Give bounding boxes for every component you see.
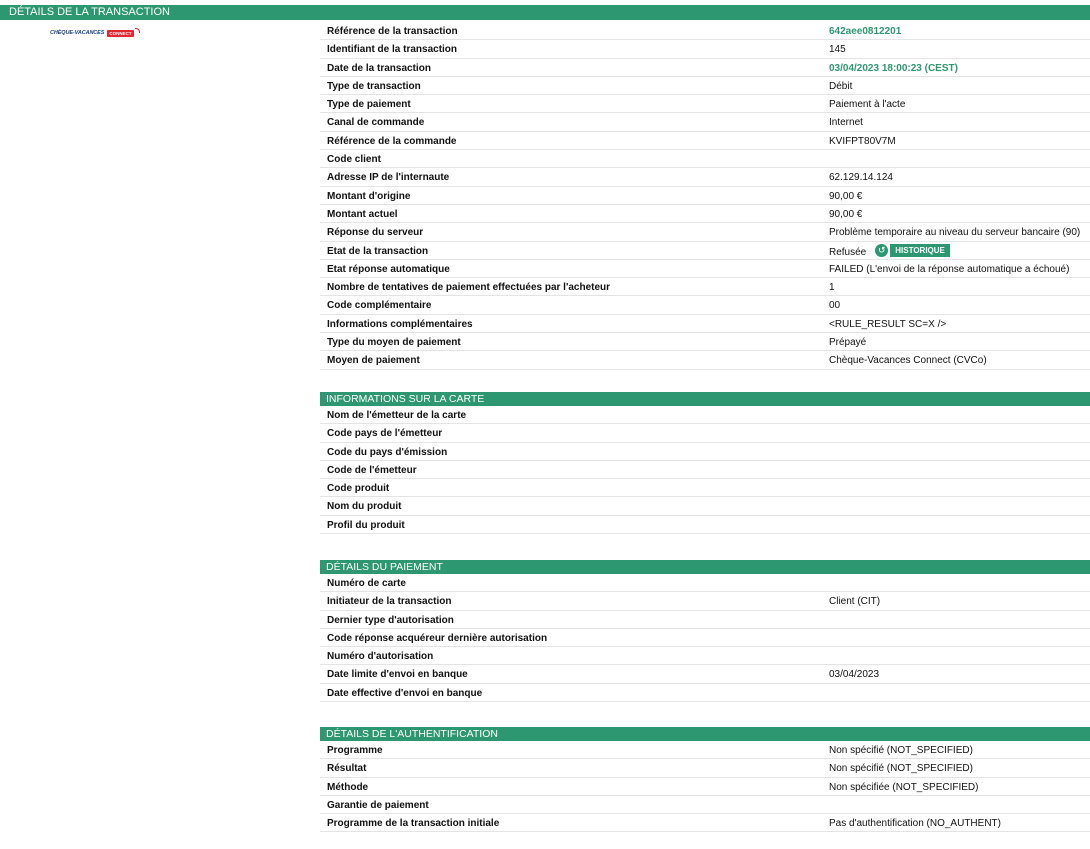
detail-row — [320, 516, 1090, 534]
detail-value: 90,00 € — [829, 208, 863, 220]
detail-label: Profil du produit — [327, 519, 405, 531]
detail-label: Type de transaction — [327, 80, 421, 92]
detail-label: Numéro de carte — [327, 578, 406, 589]
detail-row — [320, 479, 1090, 497]
page-title-bar — [0, 5, 1090, 20]
detail-row — [320, 278, 1090, 296]
detail-row — [320, 443, 1090, 461]
card-info-section — [320, 392, 1090, 534]
detail-value: 03/04/2023 18:00:23 (CEST) — [829, 62, 958, 74]
detail-label: Code réponse acquéreur dernière autorisation — [327, 632, 548, 644]
detail-label: Référence de la transaction — [327, 26, 458, 37]
history-clock-icon[interactable]: ↺ — [875, 244, 888, 257]
detail-row — [320, 796, 1090, 814]
detail-row — [320, 296, 1090, 314]
page-title: DÉTAILS DE LA TRANSACTION — [9, 6, 170, 18]
detail-row — [320, 260, 1090, 278]
detail-label: Date effective d'envoi en banque — [327, 687, 483, 699]
detail-row — [320, 814, 1090, 832]
detail-label: Moyen de paiement — [327, 355, 420, 367]
detail-label: Nom de l'émetteur de la carte — [327, 410, 467, 421]
detail-label: Code du pays d'émission — [327, 446, 448, 458]
detail-row — [320, 333, 1090, 351]
detail-label: Numéro d'autorisation — [327, 651, 434, 663]
logo-swoosh-icon — [135, 28, 140, 33]
detail-row — [320, 461, 1090, 479]
detail-row — [320, 223, 1090, 241]
detail-value: <RULE_RESULT SC=X /> — [829, 318, 947, 330]
detail-label: Type du moyen de paiement — [327, 337, 461, 349]
detail-row — [320, 187, 1090, 205]
transaction-details-section — [320, 22, 1090, 370]
detail-row — [320, 150, 1090, 168]
detail-row — [320, 132, 1090, 150]
detail-label: Méthode — [327, 781, 369, 793]
detail-label: Date limite d'envoi en banque — [327, 669, 468, 681]
detail-row — [320, 424, 1090, 442]
detail-label: Adresse IP de l'internaute — [327, 172, 450, 184]
detail-value: Problème temporaire au niveau du serveur bancaire (90) — [829, 227, 1081, 239]
detail-row — [320, 168, 1090, 186]
detail-label: Informations complémentaires — [327, 318, 473, 330]
detail-row — [320, 592, 1090, 610]
detail-value: Pas d'authentification (NO_AUTHENT) — [829, 818, 1001, 830]
detail-value: Non spécifié (NOT_SPECIFIED) — [829, 763, 973, 775]
detail-label: Code de l'émetteur — [327, 464, 417, 476]
payment-details-section — [320, 560, 1090, 702]
detail-value: 642aee0812201 — [829, 26, 902, 37]
detail-label: Résultat — [327, 763, 367, 775]
detail-label: Réponse du serveur — [327, 227, 424, 239]
detail-label: Code complémentaire — [327, 300, 432, 312]
detail-value: KVIFPT80V7M — [829, 135, 896, 147]
detail-value: 145 — [829, 44, 846, 56]
detail-label: Date de la transaction — [327, 62, 431, 74]
history-button[interactable]: HISTORIQUE — [890, 244, 950, 257]
detail-row — [320, 59, 1090, 77]
detail-row — [320, 497, 1090, 515]
detail-row — [320, 22, 1090, 40]
payment-section-header: DÉTAILS DU PAIEMENT — [320, 560, 1090, 574]
detail-row — [320, 95, 1090, 113]
detail-label: Montant actuel — [327, 208, 398, 220]
detail-label: Nom du produit — [327, 501, 402, 513]
detail-value: 62.129.14.124 — [829, 172, 893, 184]
detail-value: Refusée — [829, 246, 867, 258]
detail-value: Prépayé — [829, 337, 867, 349]
detail-row — [320, 741, 1090, 759]
detail-row — [320, 647, 1090, 665]
status-value-wrap — [829, 246, 950, 259]
detail-label: Identifiant de la transaction — [327, 44, 458, 56]
detail-row — [320, 40, 1090, 58]
detail-label: Type de paiement — [327, 99, 411, 111]
detail-row — [320, 778, 1090, 796]
detail-label: Nombre de tentatives de paiement effectuées par l'acheteur — [327, 282, 611, 294]
detail-label: Garantie de paiement — [327, 799, 429, 811]
detail-value: Non spécifiée (NOT_SPECIFIED) — [829, 781, 979, 793]
detail-row — [320, 611, 1090, 629]
detail-value: 1 — [829, 282, 835, 294]
detail-row — [320, 242, 1090, 260]
detail-row — [320, 665, 1090, 683]
detail-label: Programme — [327, 745, 383, 756]
detail-row — [320, 77, 1090, 95]
detail-value: 03/04/2023 — [829, 669, 880, 681]
detail-label: Initiateur de la transaction — [327, 596, 452, 608]
cheque-vacances-logo — [50, 28, 140, 38]
detail-row — [320, 684, 1090, 702]
detail-value: Paiement à l'acte — [829, 99, 906, 111]
detail-label: Code pays de l'émetteur — [327, 428, 443, 440]
detail-label: Montant d'origine — [327, 190, 411, 202]
detail-value: FAILED (L'envoi de la réponse automatique a échoué) — [829, 263, 1070, 275]
detail-label: Etat réponse automatique — [327, 263, 450, 275]
detail-row — [320, 351, 1090, 369]
logo-text: CHÈQUE-VACANCES — [50, 30, 105, 36]
auth-details-section — [320, 727, 1090, 832]
detail-row — [320, 205, 1090, 223]
auth-section-header: DÉTAILS DE L'AUTHENTIFICATION — [320, 727, 1090, 741]
detail-row — [320, 315, 1090, 333]
detail-label: Code client — [327, 154, 381, 166]
detail-label: Etat de la transaction — [327, 245, 429, 257]
card-section-header: INFORMATIONS SUR LA CARTE — [320, 392, 1090, 406]
detail-value: Non spécifié (NOT_SPECIFIED) — [829, 745, 973, 756]
detail-label: Référence de la commande — [327, 135, 457, 147]
detail-row — [320, 629, 1090, 647]
detail-value: Débit — [829, 80, 853, 92]
detail-row — [320, 759, 1090, 777]
detail-label: Canal de commande — [327, 117, 425, 129]
detail-row — [320, 113, 1090, 131]
detail-row — [320, 406, 1090, 424]
detail-value: 00 — [829, 300, 841, 312]
logo-badge: CONNECT — [109, 30, 132, 36]
detail-value: 90,00 € — [829, 190, 863, 202]
detail-row — [320, 574, 1090, 592]
detail-value: Internet — [829, 117, 863, 129]
detail-label: Programme de la transaction initiale — [327, 818, 500, 830]
detail-value: Chèque-Vacances Connect (CVCo) — [829, 355, 987, 367]
detail-value: Client (CIT) — [829, 596, 881, 608]
detail-label: Code produit — [327, 483, 390, 495]
history-control[interactable] — [875, 244, 950, 257]
detail-label: Dernier type d'autorisation — [327, 614, 454, 626]
